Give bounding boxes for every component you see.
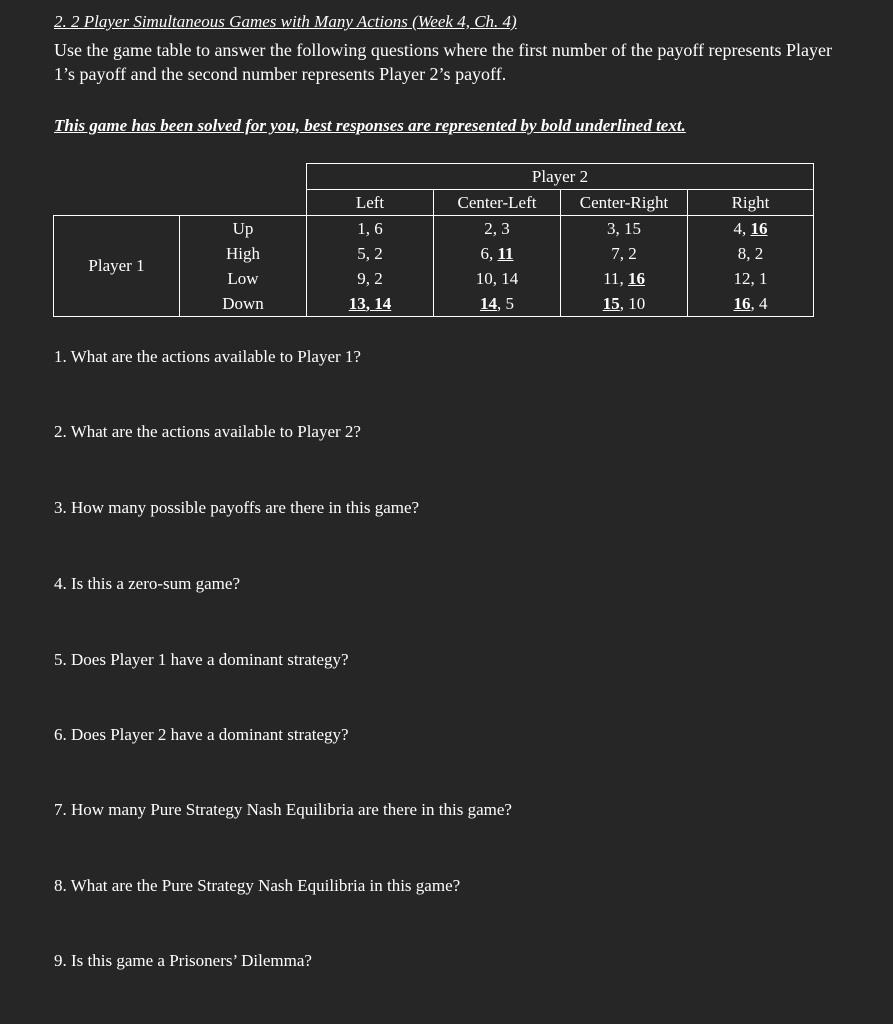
p2-best-response: 16: [627, 269, 645, 288]
question-2: 2. What are the actions available to Player 2?: [54, 422, 361, 441]
p2-payoff: 10: [628, 294, 646, 313]
payoff-cell: 9, 2: [307, 266, 434, 291]
p1-payoff: 11: [603, 269, 620, 288]
p2-payoff: 3: [501, 219, 510, 238]
column-header-row: [54, 190, 814, 216]
p2-best-response: 16: [750, 219, 768, 238]
row-action-label: Down: [180, 291, 307, 317]
question-7: 7. How many Pure Strategy Nash Equilibria are there in this game?: [54, 800, 512, 819]
p1-best-response: 13: [348, 294, 366, 313]
question-5: 5. Does Player 1 have a dominant strategy?: [54, 650, 349, 669]
payoff-cell: 4, 16: [688, 216, 814, 242]
p2-payoff: 15: [624, 219, 641, 238]
game-table: [53, 163, 814, 317]
payoff-cell: 10, 14: [434, 266, 561, 291]
intro-text: Use the game table to answer the following questions where the first number of the payoff represents Player 1’s payoff and the second number represents Player 2’s payoff.: [54, 40, 832, 84]
payoff-cell: 5, 2: [307, 241, 434, 266]
p2-payoff: 1: [759, 269, 768, 288]
p1-payoff: 5: [357, 244, 366, 263]
p1-payoff: 10: [475, 269, 493, 288]
payoff-cell: 11, 16: [561, 266, 688, 291]
payoff-cell: 13, 14: [307, 291, 434, 317]
p2-payoff: 2: [374, 269, 383, 288]
p2-payoff: 2: [628, 244, 637, 263]
table-row: [54, 216, 814, 242]
p1-best-response: 14: [480, 294, 497, 313]
assignment-title: 2. 2 Player Simultaneous Games with Many Actions (Week 4, Ch. 4): [54, 12, 517, 31]
question-9: 9. Is this game a Prisoners’ Dilemma?: [54, 951, 312, 970]
p2-payoff: 6: [374, 219, 383, 238]
p1-payoff: 8: [737, 244, 747, 263]
payoff-cell: 6, 11: [434, 241, 561, 266]
row-action-label: Up: [180, 216, 307, 242]
p2-best-response: 14: [374, 294, 392, 313]
p2-best-response: 11: [497, 244, 514, 263]
p1-payoff: 3: [607, 219, 616, 238]
payoff-cell: 15, 10: [561, 291, 688, 317]
payoff-cell: 16, 4: [688, 291, 814, 317]
solved-note: This game has been solved for you, best responses are represented by bold underlined text.: [54, 116, 686, 135]
payoff-cell: 12, 1: [688, 266, 814, 291]
question-4: 4. Is this a zero-sum game?: [54, 574, 240, 593]
payoff-cell: 14, 5: [434, 291, 561, 317]
payoff-cell: 3, 15: [561, 216, 688, 242]
p1-payoff: 4: [733, 219, 742, 238]
payoff-cell: 8, 2: [688, 241, 814, 266]
player2-header-row: [54, 164, 814, 190]
p1-payoff: 6: [480, 244, 489, 263]
p1-best-response: 16: [733, 294, 751, 313]
p2-payoff: 2: [754, 244, 764, 263]
question-1: 1. What are the actions available to Player 1?: [54, 347, 361, 366]
question-6: 6. Does Player 2 have a dominant strategy?: [54, 725, 349, 744]
payoff-cell: 2, 3: [434, 216, 561, 242]
player2-label: Player 2: [307, 164, 814, 190]
player1-label: Player 1: [54, 216, 180, 317]
p1-best-response: 15: [602, 294, 620, 313]
column-header: Center-Right: [561, 190, 688, 216]
p2-payoff: 2: [374, 244, 383, 263]
payoff-cell: 7, 2: [561, 241, 688, 266]
question-8: 8. What are the Pure Strategy Nash Equilibria in this game?: [54, 876, 461, 895]
p1-payoff: 12: [733, 269, 751, 288]
question-3: 3. How many possible payoffs are there in this game?: [54, 498, 420, 517]
p1-payoff: 1: [357, 219, 366, 238]
p1-payoff: 9: [357, 269, 366, 288]
column-header: Left: [307, 190, 434, 216]
row-action-label: High: [180, 241, 307, 266]
p1-payoff: 7: [611, 244, 620, 263]
p1-payoff: 2: [484, 219, 493, 238]
column-header: Right: [688, 190, 814, 216]
column-header: Center-Left: [434, 190, 561, 216]
p2-payoff: 5: [505, 294, 514, 313]
p2-payoff: 14: [501, 269, 519, 288]
payoff-cell: 1, 6: [307, 216, 434, 242]
row-action-label: Low: [180, 266, 307, 291]
p2-payoff: 4: [759, 294, 768, 313]
